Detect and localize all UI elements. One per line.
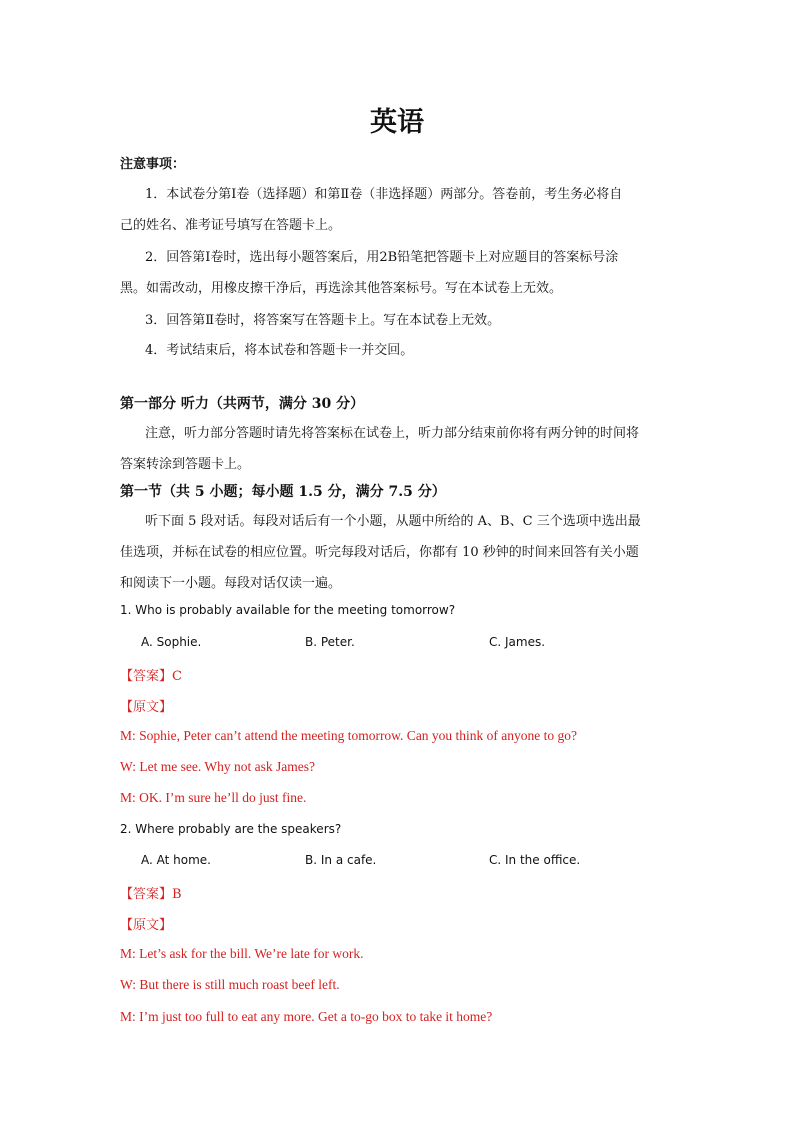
answer-label: 【答案】B <box>120 887 182 902</box>
option-a: A. Sophie. <box>141 635 202 649</box>
notice-heading: 注意事项： <box>120 157 186 172</box>
notice-line: 3．回答第Ⅱ卷时，将答案写在答题卡上。写在本试卷上无效。 <box>145 313 501 328</box>
script-line: M: Let’s ask for the bill. We’re late for work. <box>120 946 364 961</box>
option-b: B. In a cafe. <box>305 853 377 867</box>
script-line: M: Sophie, Peter can’t attend the meeting tomorrow. Can you think of anyone to go? <box>120 728 578 743</box>
option-c: C. In the office. <box>489 853 581 867</box>
section1-intro-line: 佳选项，并标在试卷的相应位置。听完每段对话后，你都有 10 秒钟的时间来回答有关小题 <box>120 545 639 560</box>
script-label: 【原文】 <box>120 918 173 933</box>
notice-line: 2．回答第Ⅰ卷时，选出每小题答案后，用2B铅笔把答题卡上对应题目的答案标号涂 <box>145 250 619 265</box>
part1-intro-line: 注意，听力部分答题时请先将答案标在试卷上，听力部分结束前你将有两分钟的时间将 <box>145 426 640 441</box>
script-line: W: But there is still much roast beef left. <box>120 977 340 992</box>
script-line: M: OK. I’m sure he’ll do just fine. <box>120 790 307 805</box>
part1-heading: 第一部分 听力（共两节，满分 30 分） <box>120 396 365 412</box>
script-label: 【原文】 <box>120 700 173 715</box>
section1-heading: 第一节（共 5 小题；每小题 1.5 分，满分 7.5 分） <box>120 484 446 500</box>
option-c: C. James. <box>489 635 546 649</box>
script-line: M: I’m just too full to eat any more. Get a to-go box to take it home? <box>120 1009 493 1024</box>
script-line: W: Let me see. Why not ask James? <box>120 759 315 774</box>
option-b: B. Peter. <box>305 635 355 649</box>
section1-intro-line: 听下面 5 段对话。每段对话后有一个小题，从题中所给的 A、B、C 三个选项中选出最 <box>145 514 641 529</box>
question-stem: 2. Where probably are the speakers? <box>120 822 342 836</box>
notice-line: 黑。如需改动，用橡皮擦干净后，再选涂其他答案标号。写在本试卷上无效。 <box>120 281 563 296</box>
notice-line: 己的姓名、准考证号填写在答题卡上。 <box>120 218 342 233</box>
section1-intro-line: 和阅读下一小题。每段对话仅读一遍。 <box>120 576 342 591</box>
notice-line: 4．考试结束后，将本试卷和答题卡一并交回。 <box>145 343 414 358</box>
option-a: A. At home. <box>141 853 211 867</box>
notice-line: 1．本试卷分第Ⅰ卷（选择题）和第Ⅱ卷（非选择题）两部分。答卷前，考生务必将自 <box>145 187 623 202</box>
answer-label: 【答案】C <box>120 669 182 684</box>
part1-intro-line: 答案转涂到答题卡上。 <box>120 457 251 472</box>
page-title: 英语 <box>370 107 424 138</box>
question-stem: 1. Who is probably available for the meeting tomorrow? <box>120 603 456 617</box>
